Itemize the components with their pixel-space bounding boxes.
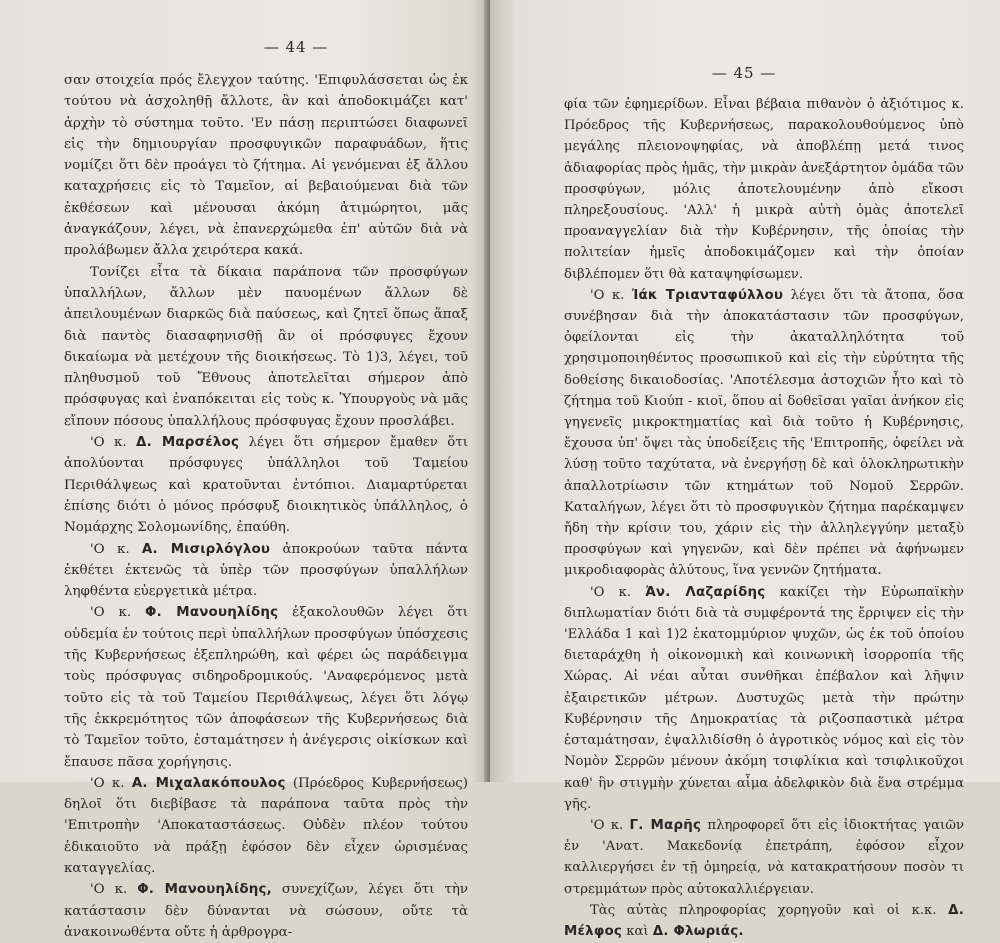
paragraph: [564, 94, 964, 285]
text-run: πληροφορεῖ ὅτι εἰς ἰδιοκτήτας γαιῶν ἐν 'Ανατ. Μακεδονίᾳ ἐπετράπη, ἐφόσον εἶχον καλλιεργήσει ἐν τῇ ὁμηρείᾳ, νὰ κατακρατήσουν ποσὸν τι στρεμμάτων πρὸς αὐτοκαλλιέργειαν.: [564, 817, 964, 897]
text-run: 'Ο κ.: [90, 775, 132, 791]
text-run: σαν στοιχεία πρός ἔλεγχον ταύτης. 'Επιφυλάσσεται ὡς ἐκ τούτου νὰ ἀσχοληθῇ ἄλλοτε, ἂν καὶ ἀποδοκιμάζει κατ' ἀρχὴν τὸ σύστημα τοῦτο. 'Εν πάσῃ περιπτώσει διαφωνεῖ εἰς τὴν δημιουργίαν προσφυγικῶν παραφυάδων, ἥτις νομίζει ὅτι δὲν προάγει τὸ ζήτημα. Αἱ γενόμεναι ἐξ ἄλλου καταχρήσεις εἰς τὸ Ταμεῖον, αἱ βεβαιούμεναι διὰ τῶν ἐκθέσεων καὶ μένουσαι ἀκόμη ἀτιμώρητοι, μᾶς ἀναγκάζουν, λέγει, νὰ ἐπανερχώμεθα ἐπ' αὐτῶν διὰ νὰ προλάβωμεν ἄλλα χειρότερα κακά.: [64, 73, 468, 259]
text-run: 'Ο κ.: [90, 605, 145, 621]
paragraph: [64, 879, 468, 943]
text-run: συνεχίζων, λέγει ὅτι τὴν κατάστασιν δὲν δύνανται νὰ σώσουν, οὔτε τὰ ἀνακοινωθέντα οὔτε ἡ ἀρθρογρα-: [64, 882, 468, 940]
text-run: λέγει ὅτι τὰ ἄτοπα, ὅσα συνέβησαν διὰ τὴν ἀποκατάστασιν τῶν προσφύγων, ὀφείλονται εἰς τὴν ἀκαταλληλότητα τοῦ χρησιμοποιηθέντος προσωπικοῦ καὶ εἰς τὴν εὐρύτητα τῆς δοθείσης δικαιοδοσίας. 'Αποτέλεσμα ἀστοχιῶν ἦτο καὶ τὸ ζήτημα τοῦ Κιούπ - κιοϊ, ὅπου αἱ δοθεῖσαι γαῖαι ἀνήκον εἰς γηγενεῖς μικροκτηματίας καὶ διὰ τοῦτο ἡ Κυβέρνησις, ἔχουσα ὑπ' ὄψει τὰς ὑποδείξεις τῆς 'Επιτροπῆς, ὀφείλει νὰ λύσῃ τοῦτο ταχύτατα, νὰ ἐνεργήσῃ δὲ καὶ ὁλοκληρωτικὴν ἀπαλλοτρίωσιν τῶν κτημάτων τοῦ Νομοῦ Σερρῶν. Καταλήγων, λέγει ὅτι τὸ προσφυγικὸν ζήτημα παρέκαμψεν ἤδη τὴν κρίσιν του, χάριν εἰς τὴν ἀλληλεγγύην μεταξὺ προσφύγων καὶ γηγενῶν, καὶ δὲν πρέπει νὰ ἀφήνωμεν μικροδιαφορὰς ἀλύτους, ἵνα γεννῶν ζητήματα.: [564, 287, 964, 579]
text-run: ἐξακολουθῶν λέγει ὅτι οὐδεμία ἐν τούτοις περὶ ὑπαλλήλων προσφύγων ὑπόσχεσις τῆς Κυβερνήσεως ἐξεπληρώθη, καὶ φέρει ὡς παράδειγμα τοὺς πρόσφυγας σιδηροδρομικούς. 'Αναφερόμενος μετὰ τοῦτο εἰς τὰ τοῦ Ταμείου Περιθάλψεως, λέγει ὅτι λόγῳ τῆς ἐκκρεμότητος τῶν ἀποφάσεων τῆς Κυβερνήσεως διὰ τὸ Ταμεῖον τοῦτο, ἐσταμάτησεν ἡ ἀνέγερσις οἰκίσκων καὶ ἔπαυσε πᾶσα χορήγησις.: [64, 605, 469, 770]
paragraph: [564, 900, 964, 942]
text-run: κακίζει τὴν Εὐρωπαϊκὴν διπλωματίαν διότι διὰ τὰ συμφέροντά της ἔρριψεν εἰς τὴν 'Ελλάδα 1 καὶ 1)2 ἑκατομμύριον ψυχῶν, ὡς ἐκ τοῦ ὁποίου διεταράχθη ἡ οἰκονομικὴ καὶ κοινωνικὴ ἰσορροπία τῆς Χώρας. Αἱ νέαι αὗται συνθῆκαι ἐπέβαλον καὶ λῆψιν ἐξαιρετικῶν μέτρων. Δυστυχῶς μετὰ τὴν πρώτην Κυβέρνησιν τῆς Δημοκρατίας τὰ ριζοσπαστικὰ μέτρα ἐσταμάτησαν, ἐψαλλιδίσθη ὁ ἀγροτικὸς νόμος καὶ εἰς τὸν Νομὸν Σερρῶν μένουν ἀκόμη τσιφλίκια καὶ τσιφλικοῦχοι καθ' ἣν στιγμὴν χύνεται αἷμα ἀδελφικὸν διὰ ἕνα στρέμμα γῆς.: [564, 584, 964, 812]
text-run: 'Ο κ.: [590, 817, 630, 833]
paragraph: [64, 262, 468, 432]
paragraph: [64, 432, 468, 538]
text-run: 'Ο κ.: [90, 435, 137, 451]
page-number: — 44 —: [263, 38, 329, 56]
speaker-name: Δ. Φλωριάς.: [652, 923, 744, 939]
paragraph: [564, 815, 964, 900]
text-run: καὶ: [622, 923, 653, 939]
speaker-name: Φ. Μανουηλίδης: [144, 605, 279, 621]
speaker-name: Ἰάκ Τριανταφύλλου: [631, 287, 784, 303]
speaker-name: Φ. Μανουηλίδης,: [137, 882, 272, 898]
text-run: Τὰς αὐτὰς πληροφορίας χορηγοῦν καὶ οἱ κ.κ.: [590, 902, 949, 918]
speaker-name: Δ. Μαρσέλος: [136, 435, 240, 451]
text-run: φία τῶν ἐφημερίδων. Εἶναι βέβαια πιθανὸν ὁ ἀξιότιμος κ. Πρόεδρος τῆς Κυβερνήσεως, παρακολουθούμενος ὑπὸ μεγάλης πλειονοψηφίας, νὰ ἀποβλέπῃ μετά τινος ἀδιαφορίας πρὸς ἡμᾶς, τὴν μικρὰν ἀνεξάρτητον ὁμάδα τῶν προσφύγων, μόλις ἀποτελουμένην ἀπὸ εἴκοσι πληρεξουσίους. 'Αλλ' ἡ μικρὰ αὐτὴ ὁμὰς ἀποτελεῖ προαναγγελίαν διὰ τὴν Κυβέρνησιν, τῆς ὁποίας τὴν πολιτείαν ἡμεῖς ἀποδοκιμάζομεν καὶ τὴν ὁποίαν διβλέπομεν ὅτι θὰ καταψηφίσωμεν.: [564, 97, 964, 282]
text-run: (Πρόεδρος Κυβερνήσεως) δηλοῖ ὅτι διεβίβασε τὰ παράπονα ταῦτα πρὸς τὴν 'Επιτροπὴν 'Αποκαταστάσεως. Οὐδὲν πλέον τούτου ἐδικαιοῦτο νὰ πράξῃ ἐφόσον δὲν εἶχεν ὡρισμένας καταγγελίας.: [64, 775, 468, 876]
text-run: 'Ο κ.: [590, 584, 646, 600]
speaker-name: Δ. Μέλφος: [564, 902, 964, 939]
paragraph: [564, 582, 964, 815]
paragraph: [64, 773, 468, 879]
text-run: 'Ο κ.: [90, 882, 138, 898]
paragraph: [64, 602, 468, 772]
speaker-name: Γ. Μαρῆς: [629, 817, 702, 833]
text-run: ἀποκρούων ταῦτα πάντα ἐκθέτει ἐκτενῶς τὰ ὑπὲρ τῶν προσφύγων ὑπαλλήλων ληφθέντα εὐεργετικὰ μέτρα.: [64, 541, 469, 600]
speaker-name: Α. Μισιρλόγλου: [141, 541, 271, 557]
text-run: 'Ο κ.: [90, 541, 142, 557]
left-page: [0, 0, 490, 940]
speaker-name: Α. Μιχαλακόπουλος: [131, 775, 286, 791]
page-body: [64, 70, 468, 943]
page-body: [564, 94, 964, 942]
text-run: Τονίζει εἶτα τὰ δίκαια παράπονα τῶν προσφύγων ὑπαλλήλων, ἄλλων μὲν παυομένων ἄλλων δὲ ἀπειλουμένων διαρκῶς διὰ παύσεως, καὶ ζητεῖ ὅπως ἅπαξ διὰ παντὸς διασαφηνισθῇ ἂν οἱ πρόσφυγες ἔχουν δικαίωμα νὰ μετέχουν τῆς διοικήσεως. Τὸ 1)3, λέγει, τοῦ πληθυσμοῦ τοῦ Ἔθνους ἀποτελεῖται σήμερον ἀπὸ πρόσφυγας καὶ ἐναπόκειται εἰς τοὺς κ. Ὑπουργοὺς νὰ μᾶς εἴπουν πόσους ὑπαλλήλους πρόσφυγας ἔχουν προσλάβει.: [64, 264, 468, 429]
text-run: λέγει ὅτι σήμερον ἔμαθεν ὅτι ἀπολύονται πρόσφυγες ὑπάλληλοι τοῦ Ταμείου Περιθάλψεως καὶ κρατοῦνται ἐντόπιοι. Διαμαρτύρεται ἐπίσης διότι ὁ μόνος πρόσφυξ διοικητικὸς ὑπάλληλος, ὁ Νομάρχης Σολομωνίδης, ἐπαύθη.: [64, 435, 468, 536]
text-run: 'Ο κ.: [590, 287, 632, 303]
right-page: [490, 0, 1000, 939]
paragraph: [64, 70, 468, 262]
paragraph: [564, 285, 964, 582]
speaker-name: Ἀν. Λαζαρίδης: [645, 584, 766, 600]
paragraph: [64, 539, 468, 603]
page-number: — 45 —: [711, 64, 777, 82]
